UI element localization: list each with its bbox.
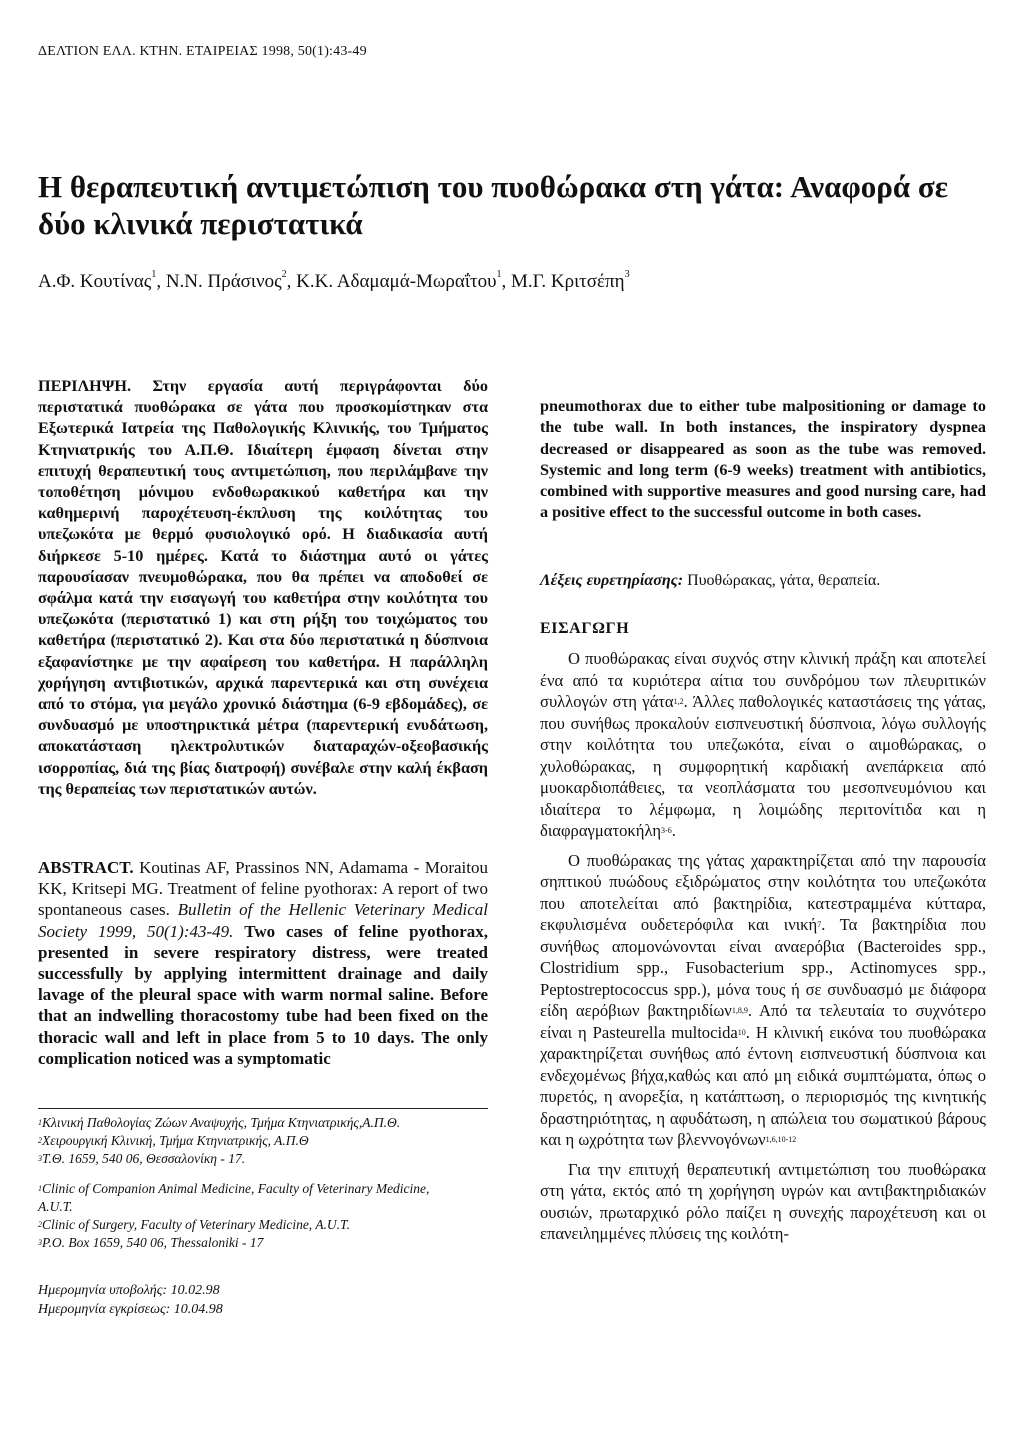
- footnote: $^2$Χειρουργική Κλινική, Τμήμα Κτηνιατρικής, Α.Π.Θ: [38, 1133, 309, 1148]
- article-title: Η θεραπευτική αντιμετώπιση του πυοθώρακα στη γάτα: Αναφορά σε δύο κλινικά περιστατικά: [38, 169, 948, 241]
- affiliation-mark: 1: [151, 269, 157, 280]
- affiliation-mark: 2: [281, 269, 287, 280]
- journal-header: ΔΕΛΤΙΟΝ ΕΛΛ. ΚΤΗΝ. ΕΤΑΙΡΕΙΑΣ 1998, 50(1):43-49: [38, 44, 367, 59]
- keywords-text: Πυοθώρακας, γάτα, θεραπεία.: [687, 572, 881, 589]
- footnote-divider: [38, 1108, 488, 1109]
- footnotes-english: [38, 1180, 448, 1252]
- greek-abstract: [38, 376, 488, 800]
- footnote: $^3$P.O. Box 1659, 540 06, Thessaloniki - 17: [38, 1235, 264, 1250]
- footnote: $^2$Clinic of Surgery, Faculty of Veterinary Medicine, A.U.T.: [38, 1217, 350, 1232]
- footnote: $^3$Τ.Θ. 1659, 540 06, Θεσσαλονίκη - 17.: [38, 1151, 246, 1166]
- paragraph: Ο πυοθώρακας της γάτας χαρακτηρίζεται από την παρουσία σηπτικού πυώδους εξιδρώματος στην κοιλότητα του υπεζωκότα που αποτελείται από βακτηρίδια, κατεστραμμένα κύτταρα, εκφυλισμένα ουδετερόφιλα και ινική$^7$. Τα βακτηρίδια που συνήθως απομονώνονται είναι αναερόβια (Bacteroides spp., Clostridium spp., Fusobacterium spp., Actinomyces spp., Peptostreptococcus spp.), μόνα τους ή σε συνδυασμό με διάφορα είδη αερόβιων βακτηριδίων$^{1,8,9}$. Από τα τελευταία το συχνότερο είναι η Pasteurella multocida$^{10}$. Η κλινική εικόνα του πυοθώρακα χαρακτηρίζεται συνήθως από έντονη εισπνευστική δύσπνοια και ενδεχομένως βήχα,καθώς και από μη ειδικά συμπτώματα, όπως ο πυρετός, η ανορεξία, η κατάπτωση, ο περιορισμός της κινητικής δραστηριότητας, η αφυδάτωση, η απώλεια του σωματικού βάρους και η ωχρότητα των βλεννογόνων$^{1,6,10-12}$: [540, 850, 986, 1149]
- paragraph: Ο πυοθώρακας είναι συχνός στην κλινική πράξη και αποτελεί ένα από τα κυριότερα αίτια του συνδρόμου των πλευριτικών συλλογών στη γάτα$^{1,2}$. Άλλες παθολογικές καταστάσεις της γάτας, που συνήθως προκαλούν εισπνευστική δύσπνοια, λόγω συλλογής στην κοιλότητα του υπεζωκότα, είναι ο αιμοθώρακας, ο χυλοθώρακας, η συμφορητική καρδιακή ανεπάρκεια από μυοκαρδιοπάθειες, τα νεοπλάσματα του μεσοπνευμόνιου και ιδιαίτερα το λέμφωμα, η λοιμώδης περιτονίτιδα και η διαφραγματοκήλη$^{3-6}$.: [540, 649, 986, 840]
- english-abstract: [38, 857, 488, 1069]
- abstract-label: ΠΕΡΙΛΗΨΗ.: [38, 377, 132, 395]
- section-heading-introduction: ΕΙΣΑΓΩΓΗ: [540, 620, 630, 637]
- author-name: Ν.Ν. Πράσινος: [165, 271, 282, 292]
- abstract-en-journal: Bulletin of the Hellenic Veterinary Medical Society 1999, 50(1):43-49.: [38, 900, 488, 941]
- abstract-text: Στην εργασία αυτή περιγράφονται δύο περιστατικά πυοθώρακα σε γάτα που προσκομίστηκαν στα Εξωτερικά Ιατρεία της Παθολογικής Κλινικής, του Τμήματος Κτηνιατρικής του Α.Π.Θ. Ιδιαίτερη έμφαση δίνεται στην επιτυχή θεραπευτική τους αντιμετώπιση, που περιλάμβανε την τοποθέτηση μόνιμου ενδοθωρακικού καθετήρα και την καθημερινή παροχέτευση-έκπλυση της κοιλότητας του υπεζωκότα με θερμό φυσιολογικό ορό. Η διαδικασία αυτή διήρκεσε 5-10 ημέρες. Κατά το διάστημα αυτό οι γάτες παρουσίασαν πνευμοθώρακα, που θα πρέπει να αποδοθεί σε σφάλμα κατά την εισαγωγή του καθετήρα στην κοιλότητα του υπεζωκότα (περιστατικό 1) και στη ρήξη του τοιχώματος του καθετήρα (περιστατικό 2). Και στα δύο περιστατικά η δύσπνοια εξαφανίστηκε με την αφαίρεση του καθετήρα. Η παράλληλη χορήγηση αντιβιοτικών, αρχικά παρεντερικά και στη συνέχεια από το στόμα, για μεγάλο χρονικό διάστημα (6-9 εβδομάδες), σε συνδυασμό με υποστηρικτικά μέτρα (παρεντερική ενυδάτωση, αποκατάσταση ηλεκτρολυτικών διαταραχών-οξεοβασικής ισορροπίας, διά της βίας διατροφή) συνέβαλε στην καλή έκβαση της θεραπείας των περιστατικών αυτών.: [38, 377, 489, 798]
- author-name: Κ.Κ. Αδαμαμά-Μωραΐτου: [296, 271, 497, 292]
- affiliation-mark: 3: [624, 269, 630, 280]
- keywords: [540, 570, 986, 591]
- paragraph: Για την επιτυχή θεραπευτική αντιμετώπιση του πυοθώρακα στη γάτα, εκτός από τη χορήγηση υγρών και αντιβακτηριδιακών ουσιών, πρωταρχικό ρόλο παίζει η συνεχής παροχέτευση και οι επανειλημμένες πλύσεις της κοιλότη-: [540, 1159, 986, 1243]
- keywords-label: Λέξεις ευρετηρίασης:: [540, 572, 684, 589]
- author-list: Α.Φ. Κουτίνας$^1$, Ν.Ν. Πράσινος$^2$, Κ.Κ. Αδαμαμά-Μωραΐτου$^1$, Μ.Γ. Κριτσέπη$^3$: [38, 269, 630, 292]
- introduction-body: [540, 648, 986, 1253]
- footnote: $^1$Κλινική Παθολογίας Ζώων Αναψυχής, Τμήμα Κτηνιατρικής,Α.Π.Θ.: [38, 1115, 401, 1130]
- english-abstract-continued: pneumothorax due to either tube malpositioning or damage to the tube wall. In both instances, the inspiratory dyspnea decreased or disappeared as soon as the tube was removed. Systemic and long term (6-9 weeks) treatment with antibiotics, combined with supportive measures and good nursing care, had a positive effect to the successful outcome in both cases.: [540, 397, 986, 522]
- author-name: Α.Φ. Κουτίνας: [38, 271, 152, 292]
- date-accepted: Ημερομηνία εγκρίσεως: 10.04.98: [38, 1302, 223, 1317]
- abstract-en-text: Two cases of feline pyothorax, presented in severe respiratory distress, were treated successfully by applying intermittent drainage and daily lavage of the pleural space with warm normal saline. Before that an indwelling thoracostomy tube had been fixed on the thoracic wall and left in place from 5 to 10 days. The only complication noticed was a symptomatic: [38, 921, 488, 1068]
- footnotes-greek: [38, 1114, 498, 1168]
- author-name: Μ.Γ. Κριτσέπη: [511, 271, 625, 292]
- abstract-en-label: ABSTRACT.: [38, 858, 134, 877]
- abstract-en-citation: Koutinas AF, Prassinos NN, Adamama - Moraitou KK, Kritsepi MG. Treatment of feline pyothorax: A report of two spontaneous cases.: [38, 858, 489, 920]
- footnote: $^1$Clinic of Companion Animal Medicine, Faculty of Veterinary Medicine, A.U.T.: [38, 1181, 430, 1214]
- date-submitted: Ημερομηνία υποβολής: 10.02.98: [38, 1283, 220, 1298]
- affiliation-mark: 1: [496, 269, 502, 280]
- submission-dates: [38, 1281, 498, 1319]
